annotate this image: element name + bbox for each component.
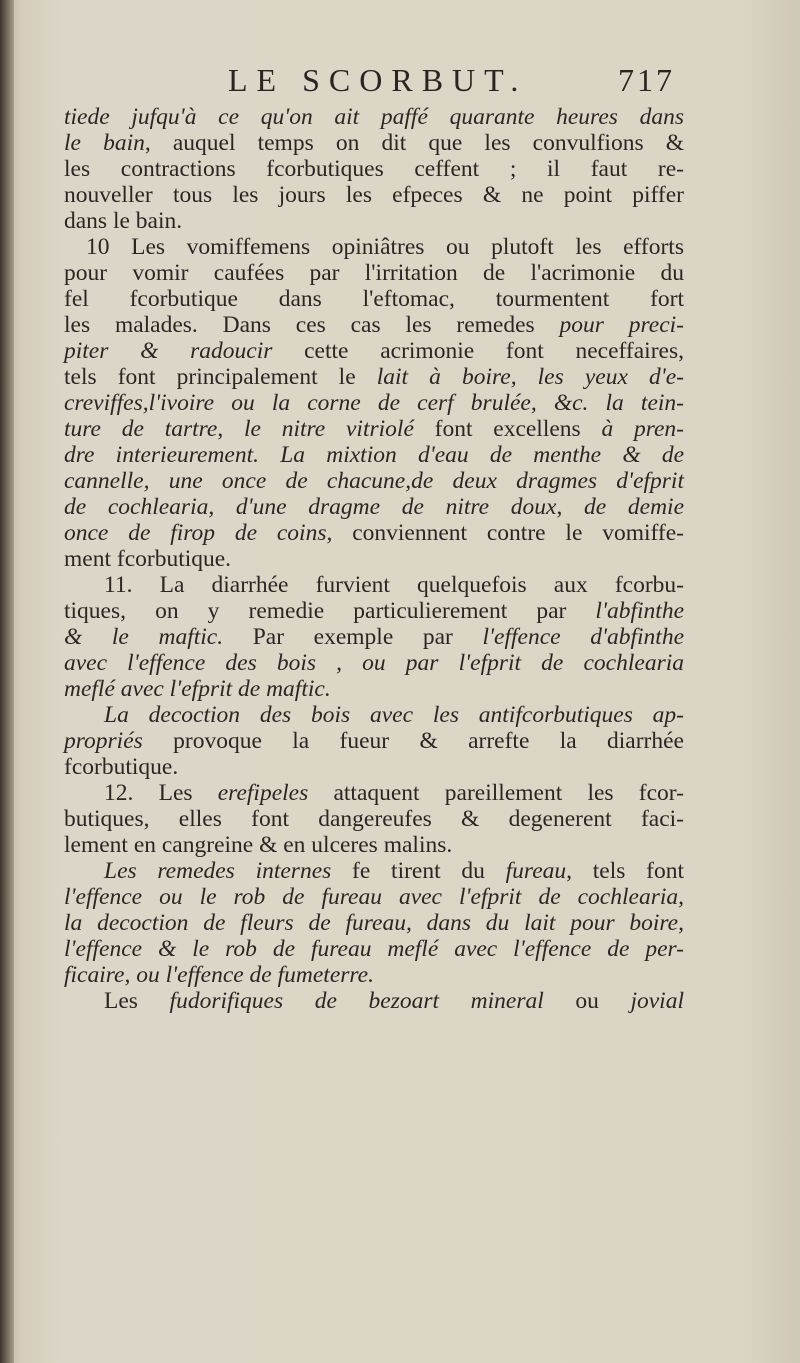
text-line	[64, 286, 684, 312]
italic-text: cannelle, une once de chacune,de deux dragmes d'efprit	[64, 468, 684, 494]
text-line	[64, 442, 684, 468]
text-line	[64, 130, 684, 156]
roman-text: nouveller tous les jours les efpeces & ne point piffer	[64, 182, 684, 208]
text-line	[64, 936, 684, 962]
roman-text: font excellens	[413, 416, 602, 442]
text-line	[64, 650, 684, 676]
roman-text: fcorbutique.	[64, 754, 179, 780]
page-header	[0, 62, 800, 106]
italic-text: de demie	[584, 494, 684, 520]
roman-text: fe tirent du	[331, 858, 506, 884]
text-line	[64, 806, 684, 832]
italic-text: le bain	[64, 130, 145, 156]
italic-text: l'effence d'abfinthe	[482, 624, 684, 650]
italic-text: la decoction de fleurs de fureau, dans du lait pour boire,	[64, 910, 684, 936]
roman-text: 10 Les vomiffemens opiniâtres ou plutoft les efforts	[86, 234, 684, 260]
italic-text: propriés	[64, 728, 143, 754]
italic-text: fureau	[505, 858, 567, 884]
running-title: LE SCORBUT.	[228, 62, 528, 98]
body-text	[64, 104, 684, 1014]
text-line	[64, 832, 684, 858]
text-line	[64, 598, 684, 624]
italic-text: jovial	[630, 988, 684, 1014]
italic-text: à pren-	[601, 416, 684, 442]
text-line	[64, 910, 684, 936]
book-gutter	[0, 0, 14, 1363]
roman-text: attaquent pareillement les fcor-	[308, 780, 684, 806]
italic-text: erefipeles	[217, 780, 309, 806]
text-line	[64, 182, 684, 208]
italic-text: l'effence ou le rob de fureau avec l'efprit de cochlearia,	[64, 884, 684, 910]
roman-text: tels font principalement le	[64, 364, 377, 390]
roman-text: tiques, on y remedie particulierement par	[64, 598, 596, 624]
italic-text: & le maftic.	[64, 624, 224, 650]
italic-text: meflé avec l'efprit de maftic.	[64, 676, 331, 702]
roman-text: Les	[104, 988, 170, 1014]
italic-text: Les remedes internes	[104, 858, 332, 884]
roman-text: Par exemple par	[223, 624, 483, 650]
text-line	[64, 520, 684, 546]
italic-text: once de firop de coins,	[64, 520, 333, 546]
roman-text: pour vomir caufées par l'irritation de l'acrimonie du	[64, 260, 684, 286]
text-line	[64, 702, 684, 728]
italic-text: fudorifiques de bezoart mineral	[169, 988, 544, 1014]
text-line	[64, 390, 684, 416]
text-line	[64, 364, 684, 390]
roman-text: les contractions fcorbutiques ceffent ; il faut re-	[64, 156, 684, 182]
text-line	[64, 468, 684, 494]
text-line	[64, 572, 684, 598]
italic-text: tiede jufqu'à ce qu'on ait paffé quarante heures dans	[64, 104, 684, 130]
text-line	[64, 624, 684, 650]
roman-text: ,	[217, 416, 244, 442]
text-line	[64, 780, 684, 806]
text-line	[64, 234, 684, 260]
roman-text: les malades. Dans ces cas les remedes	[64, 312, 560, 338]
italic-text: ficaire, ou l'effence de fumeterre.	[64, 962, 374, 988]
italic-text: le nitre vitriolé	[244, 416, 414, 442]
roman-text: dans le bain.	[64, 208, 183, 234]
text-line	[64, 728, 684, 754]
roman-text: , tels font	[566, 858, 684, 884]
italic-text: l'abfinthe	[595, 598, 684, 624]
text-line	[64, 884, 684, 910]
page-number: 717	[618, 62, 675, 98]
text-line	[64, 416, 684, 442]
roman-text: lement en cangreine & en ulceres malins.	[64, 832, 453, 858]
text-line	[64, 754, 684, 780]
roman-text: 12. Les	[104, 780, 218, 806]
text-line	[64, 988, 684, 1014]
text-line	[64, 676, 684, 702]
roman-text: conviennent contre le vomiffe-	[332, 520, 684, 546]
text-line	[64, 208, 684, 234]
roman-text: butiques, elles font dangereufes & degenerent faci-	[64, 806, 684, 832]
italic-text: l'effence & le rob de fureau meflé avec l'effence de per-	[64, 936, 684, 962]
text-line	[64, 312, 684, 338]
italic-text: piter & radoucir	[64, 338, 273, 364]
roman-text: 11. La diarrhée furvient quelquefois aux fcorbu-	[104, 572, 684, 598]
roman-text: fel fcorbutique dans l'eftomac, tourmentent fort	[64, 286, 684, 312]
roman-text: ,	[556, 494, 585, 520]
text-line	[64, 260, 684, 286]
text-line	[64, 962, 684, 988]
text-line	[64, 338, 684, 364]
italic-text: La decoction des bois avec les antifcorbutiques ap-	[104, 702, 684, 728]
italic-text: creviffes,l'ivoire ou la corne de cerf brulée, &c. la tein-	[64, 390, 684, 416]
italic-text: ture de tartre	[64, 416, 218, 442]
italic-text: pour preci-	[559, 312, 684, 338]
text-line	[64, 494, 684, 520]
roman-text: , auquel temps on dit que les convulfions &	[144, 130, 684, 156]
italic-text: lait à boire, les yeux d'e-	[376, 364, 684, 390]
roman-text: ou	[543, 988, 631, 1014]
italic-text: dre interieurement. La mixtion d'eau de menthe & de	[64, 442, 684, 468]
italic-text: de cochlearia, d'une dragme de nitre doux	[64, 494, 557, 520]
text-line	[64, 104, 684, 130]
text-line	[64, 156, 684, 182]
italic-text: avec l'effence des bois , ou par l'efprit de cochlearia	[64, 650, 684, 676]
text-line	[64, 546, 684, 572]
roman-text: ment fcorbutique.	[64, 546, 232, 572]
roman-text: cette acrimonie font neceffaires,	[272, 338, 684, 364]
roman-text: provoque la fueur & arrefte la diarrhée	[142, 728, 684, 754]
text-line	[64, 858, 684, 884]
